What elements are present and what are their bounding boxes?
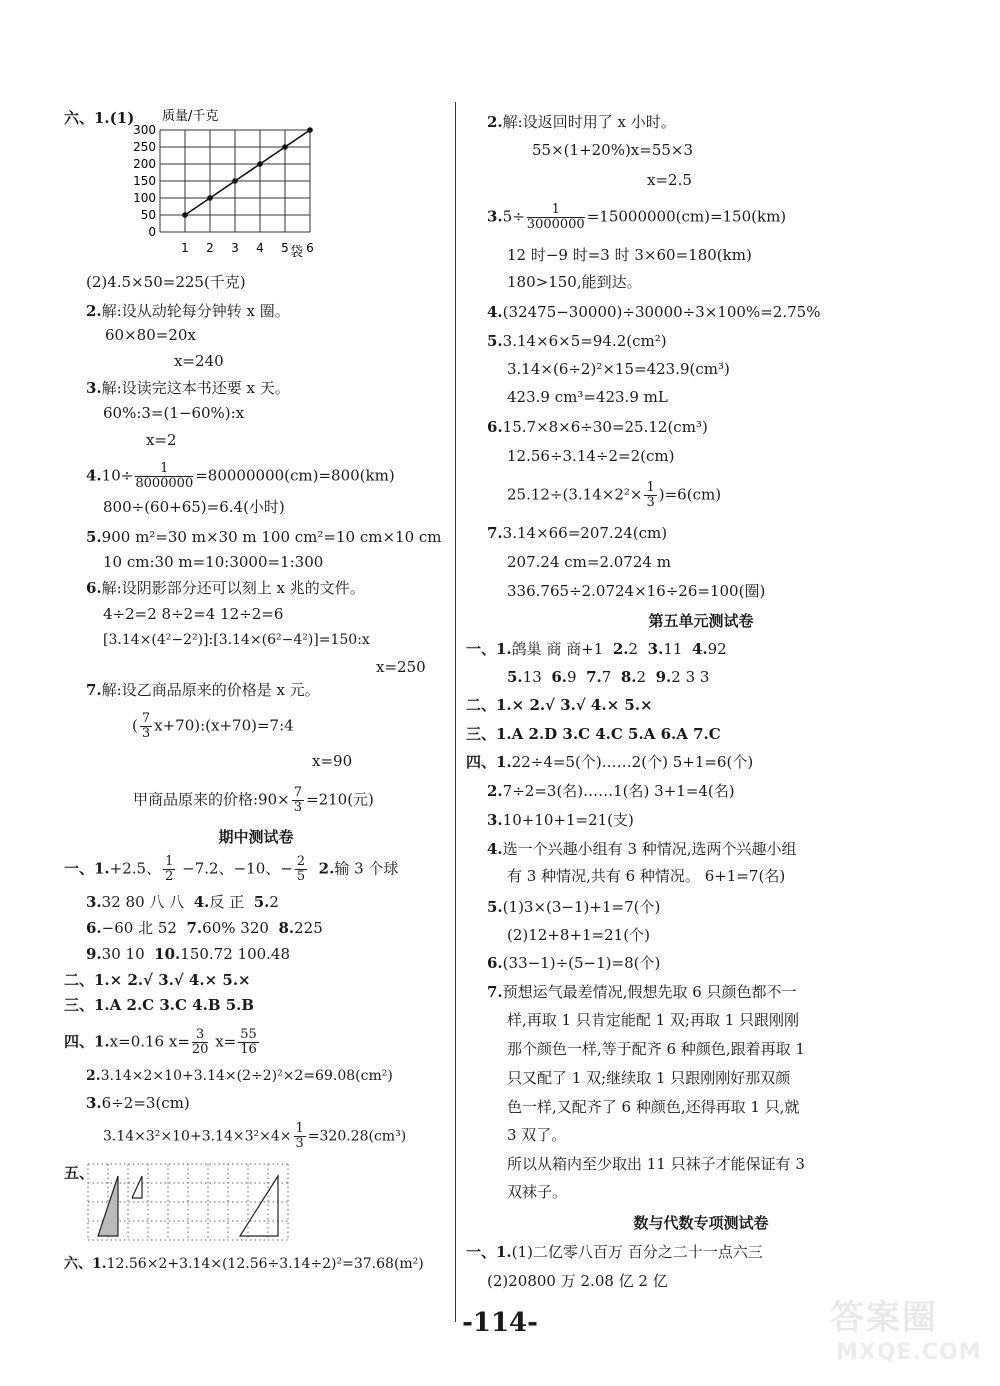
- watermark-logo: 答案圈: [830, 1298, 938, 1338]
- q6-5-ratio: 10 cm:30 m=10:3000=1:300: [103, 553, 324, 571]
- u5-4-7g: 所以从箱内至少取出 11 只袜子才能保证有 3: [507, 1155, 805, 1173]
- mid-1-1: 一、1.+2.5、 $\frac{1}{2}$ −7.2、−10、− $\frac{2}{5}$ 2.输 3 个球: [64, 854, 399, 884]
- data-point: [257, 161, 263, 167]
- data-point: [282, 144, 288, 150]
- q6-7-result: 甲商品原来的价格:90× $\frac{7}{3}$ =210(元): [133, 785, 374, 815]
- fraction: $\frac{1}{2}$: [165, 854, 174, 884]
- q6-1-label: 六、1.(1): [64, 109, 135, 127]
- u5-4-7d: 只又配了 1 双;继续取 1 只跟刚刚好那双颜: [507, 1069, 791, 1087]
- x-tick-label: 5: [281, 241, 289, 255]
- q6-3-eq: 60%:3=(1−60%):x: [103, 404, 245, 422]
- u5-2: 二、1.× 2.√ 3.√ 4.× 5.×: [466, 696, 653, 714]
- r-6-eq2: 12.56÷3.14÷2=2(cm): [507, 447, 675, 465]
- u5-4-6: 6.(33−1)÷(5−1)=8(个): [487, 954, 661, 972]
- x-tick-label: 1: [181, 241, 189, 255]
- y-tick-label: 200: [133, 157, 156, 171]
- mid-3: 三、1.A 2.C 3.C 4.B 5.B: [64, 996, 255, 1014]
- q6-3-ans: x=2: [146, 431, 177, 449]
- u5-4-4: 4.选一个兴趣小组有 3 种情况,选两个兴趣小组: [487, 840, 797, 858]
- u5-4-4b: 有 3 种情况,共有 6 种情况。 6+1=7(名): [507, 867, 786, 885]
- x-tick-label: 2: [206, 241, 214, 255]
- u5-1-1: 一、1.鸽巢 商 商+1 2.2 3.11 4.92: [466, 640, 727, 658]
- fraction: $\frac{55}{16}$: [240, 1027, 257, 1057]
- r-2-ans: x=2.5: [647, 171, 692, 189]
- q6-4-line: 4.10÷ $\frac{1}{8000000}$ =80000000(cm)=800(km): [86, 461, 395, 491]
- alg-1-1: 一、1.(1)二亿零八百万 百分之二十一点六三: [466, 1243, 763, 1261]
- r-5-eq3: 423.9 cm³=423.9 mL: [507, 388, 668, 406]
- mid-2: 二、1.× 2.√ 3.√ 4.× 5.×: [64, 971, 251, 989]
- small-triangle: [132, 1176, 142, 1198]
- q6-6-eq1: 4÷2=2 8÷2=4 12÷2=6: [103, 605, 284, 623]
- fraction: $\frac{1}{3}$: [646, 480, 655, 510]
- heading-unit5: 第五单元测试卷: [648, 612, 754, 630]
- page-number: -114-: [462, 1308, 538, 1338]
- u5-4-3: 3.10+10+1=21(支): [487, 811, 634, 829]
- u5-4-7b: 样,再取 1 只肯定能配 1 双;再取 1 只跟刚刚: [507, 1011, 800, 1029]
- heading-algebra: 数与代数专项测试卷: [633, 1214, 769, 1232]
- u5-4-7: 7.预想运气最差情况,假想先取 6 只颜色都不一: [487, 983, 797, 1001]
- q6-7-line: 7.解:设乙商品原来的价格是 x 元。: [86, 681, 320, 699]
- mid-4-3-eq: 3.14×3²×10+3.14×3²×4× $\frac{1}{3}$ =320.28(cm³): [103, 1121, 407, 1151]
- r-3-eq3: 180>150,能到达。: [507, 273, 642, 291]
- data-point: [207, 195, 213, 201]
- fraction: $\frac{1}{3000000}$: [526, 202, 585, 232]
- q6-5-line: 5.900 m²=30 m×30 m 100 cm²=10 cm×10 cm: [86, 528, 442, 546]
- fraction: $\frac{3}{20}$: [191, 1027, 209, 1057]
- large-triangle: [240, 1176, 278, 1236]
- q6-2-line: 2.解:设从动轮每分钟转 x 圈。: [86, 302, 290, 320]
- mid-5-label: 五、: [64, 1164, 95, 1182]
- q6-3-line: 3.解:设读完这本书还要 x 天。: [86, 379, 290, 397]
- mid-1-3: 3.32 80 八 八 4.反 正 5.2: [86, 893, 279, 911]
- mid-4-3: 3.6÷2=3(cm): [86, 1094, 190, 1112]
- r-3-eq2: 12 时−9 时=3 时 3×60=180(km): [507, 246, 752, 264]
- x-tick-label: 4: [256, 241, 264, 255]
- q6-2-eq: 60×80=20x: [105, 326, 196, 344]
- q6-2-ans: x=240: [174, 352, 224, 370]
- chart-y-unit: 质量/千克: [162, 109, 219, 124]
- q6-1-2: (2)4.5×50=225(千克): [86, 273, 246, 291]
- y-tick-label: 150: [133, 174, 156, 188]
- q6-7-ans: x=90: [312, 752, 353, 770]
- fraction: $\frac{1}{3}$: [295, 1121, 304, 1151]
- u5-3: 三、1.A 2.D 3.C 4.C 5.A 6.A 7.C: [466, 725, 721, 743]
- data-point: [307, 127, 313, 133]
- chart-y-ticks: [133, 123, 156, 239]
- alg-1-2: (2)20800 万 2.08 亿 2 亿: [487, 1272, 668, 1290]
- data-point: [182, 212, 188, 218]
- r-5-eq2: 3.14×(6÷2)²×15=423.9(cm³): [507, 360, 730, 378]
- data-point: [232, 178, 238, 184]
- r-2-line: 2.解:设返回时用了 x 小时。: [487, 113, 676, 131]
- mid-4-2: 2.3.14×2×10+3.14×(2÷2)²×2=69.08(cm²): [86, 1068, 393, 1084]
- r-7-line: 7.3.14×66=207.24(cm): [487, 524, 668, 542]
- mid-6-1: 六、1.12.56×2+3.14×(12.56÷3.14÷2)²=37.68(m²): [64, 1256, 424, 1272]
- q6-6-ans: x=250: [376, 658, 426, 676]
- x-tick-label: 6: [306, 241, 314, 255]
- u5-4-7h: 双袜子。: [507, 1183, 568, 1201]
- r-7-eq2: 207.24 cm=2.0724 m: [507, 553, 671, 571]
- u5-1-5: 5.13 6.9 7.7 8.2 9.2 3 3: [507, 668, 710, 686]
- fraction: $\frac{7}{3}$: [141, 711, 151, 741]
- shaded-triangle: [98, 1176, 118, 1236]
- fraction: $\frac{2}{5}$: [296, 854, 306, 884]
- u5-4-7c: 那个颜色一样,等于配齐 6 种颜色,跟着再取 1: [507, 1040, 805, 1058]
- y-tick-label: 0: [148, 225, 156, 239]
- u5-4-5b: (2)12+8+1=21(个): [507, 926, 650, 944]
- q6-6-eq2: [3.14×(4²−2²)]:[3.14×(6²−4²)]=150:x: [103, 632, 370, 648]
- mid-1-6: 6.−60 北 52 7.60% 320 8.225: [86, 919, 323, 937]
- q6-7-eq: ( $\frac{7}{3}$ x+70):(x+70)=7:4: [132, 711, 294, 741]
- x-tick-label: 3: [231, 241, 239, 255]
- chart-series-line: [185, 130, 310, 215]
- q6-4-eq2: 800÷(60+65)=6.4(小时): [103, 498, 285, 516]
- u5-4-5: 5.(1)3×(3−1)+1=7(个): [487, 898, 661, 916]
- y-tick-label: 50: [140, 208, 156, 222]
- q6-6-line: 6.解:设阴影部分还可以刻上 x 兆的文件。: [86, 579, 365, 597]
- mid-4-1: 四、1.x=0.16 x= $\frac{3}{20}$ x= $\frac{55}{16}$: [64, 1027, 257, 1057]
- column-divider: [455, 102, 456, 1322]
- r-6-eq3: 25.12÷(3.14×2²× $\frac{1}{3}$ )=6(cm): [507, 480, 722, 510]
- grid-figure: [84, 1160, 300, 1244]
- r-6-line: 6.15.7×8×6÷30=25.12(cm³): [487, 418, 708, 436]
- u5-4-7f: 3 双了。: [507, 1126, 567, 1144]
- r-3-line: 3.5÷ $\frac{1}{3000000}$ =15000000(cm)=150(km): [487, 202, 787, 232]
- y-tick-label: 250: [133, 140, 156, 154]
- chart-x-unit: 袋: [290, 245, 304, 260]
- fraction: $\frac{1}{8000000}$: [135, 461, 194, 491]
- mass-line-chart: [118, 104, 318, 264]
- y-tick-label: 300: [133, 123, 156, 137]
- y-tick-label: 100: [133, 191, 156, 205]
- u5-4-1: 四、1.22÷4=5(个)……2(个) 5+1=6(个): [466, 753, 754, 771]
- r-4-line: 4.(32475−30000)÷30000÷3×100%=2.75%: [487, 303, 821, 321]
- r-2-eq: 55×(1+20%)x=55×3: [532, 141, 694, 159]
- u5-4-2: 2.7÷2=3(名)……1(名) 3+1=4(名): [487, 782, 735, 800]
- mid-1-9: 9.30 10 10.150.72 100.48: [86, 945, 291, 963]
- heading-midterm: 期中测试卷: [218, 828, 294, 846]
- u5-4-7e: 色一样,又配齐了 6 种颜色,还得再取 1 只,就: [507, 1098, 800, 1116]
- watermark-url: MXQE.COM: [836, 1340, 982, 1365]
- r-7-eq3: 336.765÷2.0724×16÷26=100(圈): [507, 582, 766, 600]
- fraction: $\frac{7}{3}$: [293, 785, 302, 815]
- r-5-line: 5.3.14×6×5=94.2(cm²): [487, 332, 667, 350]
